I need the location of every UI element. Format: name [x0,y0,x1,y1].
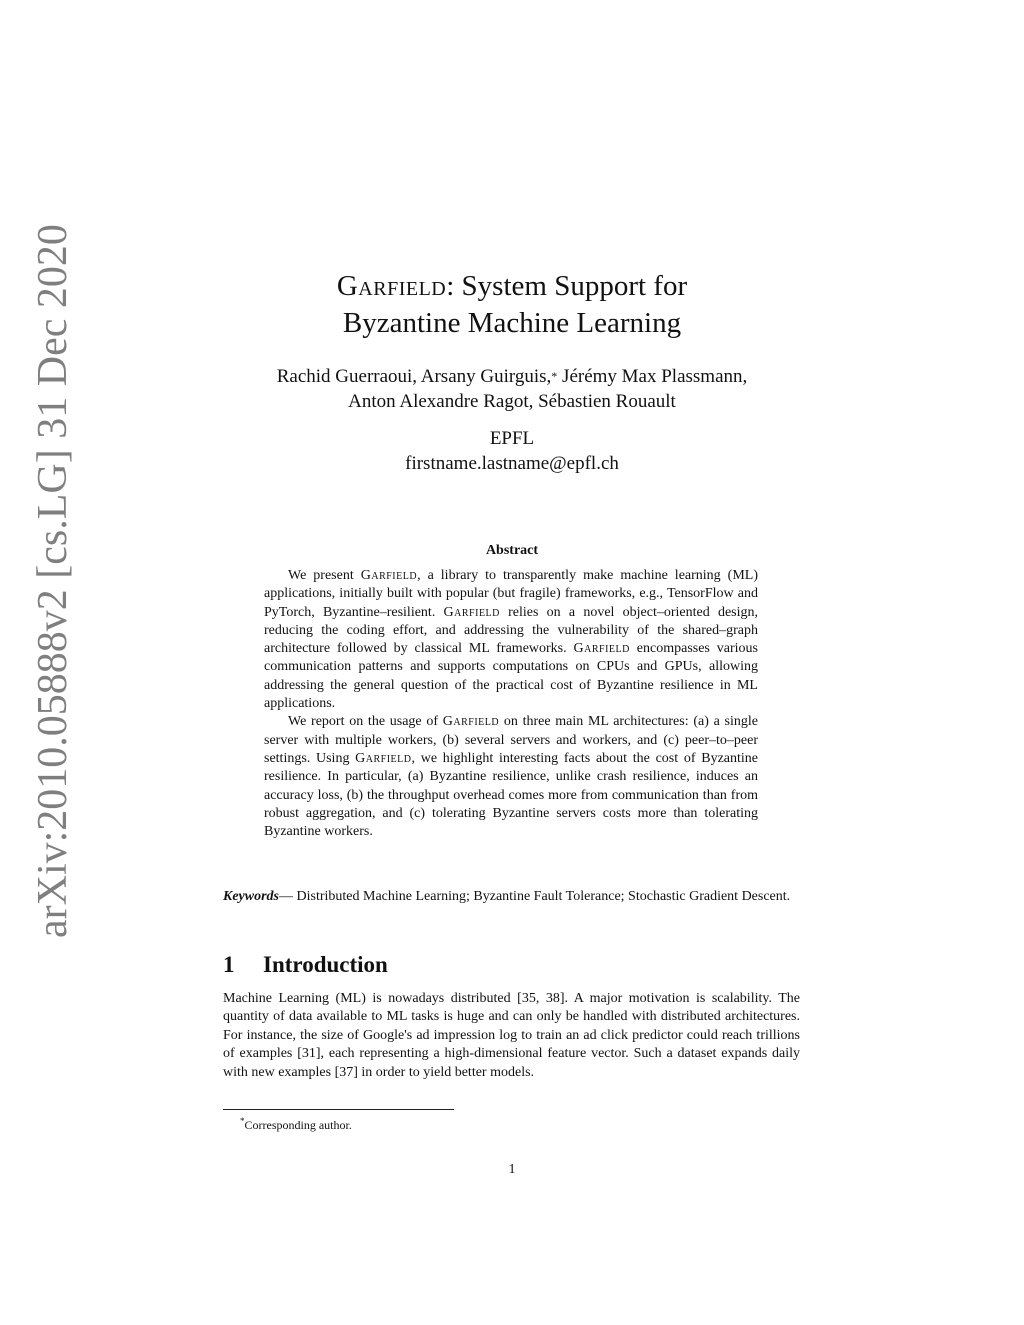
paper-title [0,268,1024,342]
abstract-text: encompasses various communication patterns and supports computations on CPUs and GPUs, allowing addressing the general question of the practical cost of Byzantine resilience in ML applications. [264,641,758,712]
footnote-marker: * [240,1116,245,1126]
author-list [0,364,1024,414]
affiliation-block [0,426,1024,476]
system-name: Garfield [443,604,500,620]
abstract-heading: Abstract [485,543,539,558]
page-number: 1 [508,1162,516,1177]
abstract-paragraph-1 [264,567,758,713]
section-number: 1 [223,952,235,977]
keywords-label: Keywords [223,889,279,904]
authors-line-1 [0,364,1024,389]
footnote-text: Corresponding author. [244,1118,352,1132]
abstract-text: , we highlight interesting facts about the cost of Byzantine resilience. In particular, (a) Byzantine resilience, unlike crash resilience, induces an accuracy loss, (b) the throughput overhead comes more from communication than from robust aggregation, and (c) tolerating Byzantine servers costs more than tolerating Byzantine workers. [264,750,758,840]
system-name: Garfield [355,750,412,766]
system-name: Garfield [360,568,418,583]
abstract-text: We report on the usage of [288,714,443,730]
authors-line-1-a: Rachid Guerraoui, Arsany Guirguis, [276,366,552,387]
abstract-text: on three main ML architectures: (a) a single server with multiple workers, (b) several servers and workers, and (c) peer–to–peer settings. Using [264,714,758,766]
abstract-paragraph-2 [264,713,758,841]
keywords-dash: — [279,889,297,904]
arxiv-identifier: arXiv:2010.05888v2 [cs.LG] 31 Dec 2020 [30,224,76,938]
affiliation: EPFL [489,428,535,449]
author-email: firstname.lastname@epfl.ch [405,453,619,474]
authors-line-1-b: Jérémy Max Plassmann, [557,366,748,387]
section-title: Introduction [263,952,388,977]
abstract-text: , a library to transparently make machine learning (ML) applications, initially built with popular (but fragile) frameworks, e.g., TensorFlow and PyTorch, Byzantine–resilient. [264,568,759,620]
section-heading [223,950,388,980]
authors-line-2: Anton Alexandre Ragot, Sébastien Rouault [348,391,676,412]
abstract-text: relies on a novel object–oriented design, reducing the coding effort, and addressing the vulnerability of the shared–graph architecture followed by classical ML frameworks. [264,604,759,657]
footnote [240,1113,352,1133]
footnote-divider [223,1109,454,1110]
system-name: Garfield [573,641,630,657]
keywords [223,888,800,906]
system-name: Garfield [336,270,447,302]
title-line-2: Byzantine Machine Learning [342,307,682,339]
introduction-paragraph: Machine Learning (ML) is nowadays distributed [35, 38]. A major motivation is scalability. The quantity of data available to ML tasks is huge and can only be handled with distributed architectures. For instance, the size of Google's ad impression log to train an ad click predictor could reach trillions of examples [31], each representing a high-dimensional feature vector. Such a dataset expands daily with new examples [37] in order to yield better models. [223,991,800,1080]
keywords-text: Distributed Machine Learning; Byzantine Fault Tolerance; Stochastic Gradient Descent. [296,889,791,904]
title-line-1-rest: : System Support for [446,270,688,302]
system-name: Garfield [442,714,500,730]
corresponding-author-marker: * [551,369,558,383]
abstract-body [264,567,758,841]
title-line-1 [0,268,1024,305]
abstract-text: We present [288,568,361,583]
